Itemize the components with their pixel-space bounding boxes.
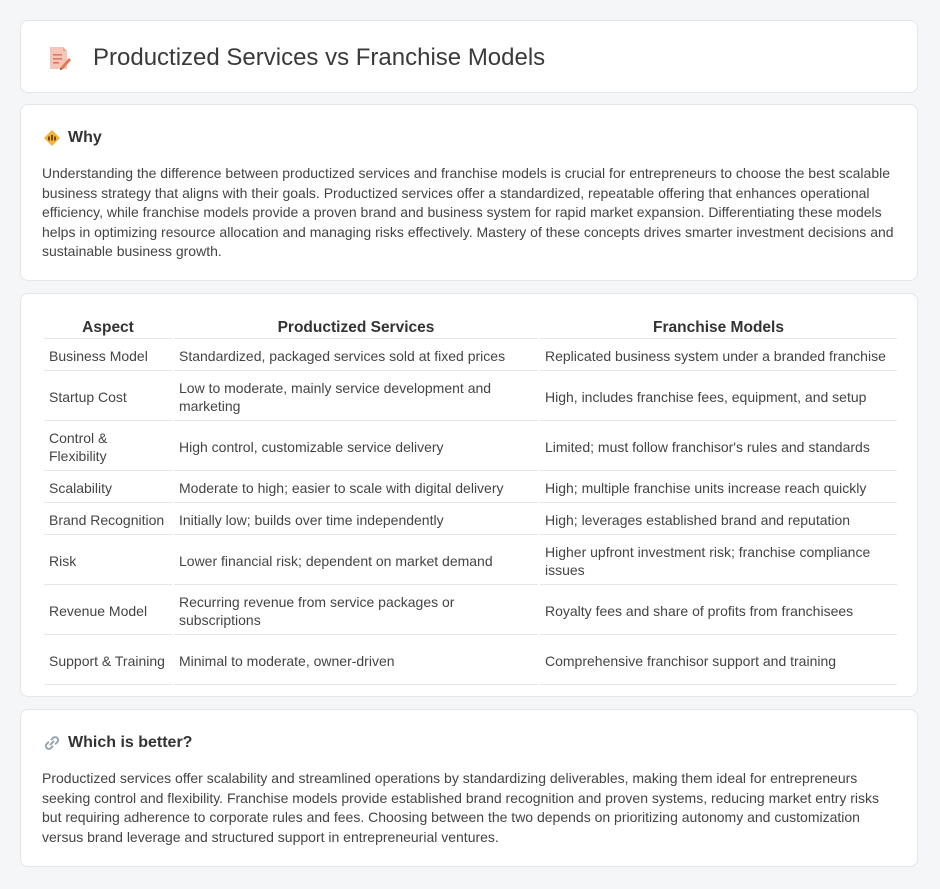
comparison-table — [42, 314, 899, 687]
table-row — [44, 587, 897, 635]
aspect-cell: Brand Recognition — [44, 505, 172, 535]
franchise-cell: Comprehensive franchisor support and training — [540, 637, 897, 685]
productized-cell: Low to moderate, mainly service development and marketing — [174, 373, 538, 421]
why-heading-row — [43, 128, 102, 148]
column-header-franchise: Franchise Models — [540, 316, 897, 339]
franchise-cell: Limited; must follow franchisor's rules and standards — [540, 423, 897, 471]
aspect-cell: Support & Training — [44, 637, 172, 685]
table-row — [44, 505, 897, 535]
header-card — [20, 20, 918, 93]
table-header-row — [44, 316, 897, 339]
why-card — [20, 104, 918, 281]
productized-cell: Minimal to moderate, owner-driven — [174, 637, 538, 685]
franchise-cell: Replicated business system under a branded franchise — [540, 341, 897, 371]
better-text: Productized services offer scalability and streamlined operations by standardizing deliverables, making them ideal for entrepreneurs seeking control and flexibility. Franchise models provide established brand recognition and proven systems, reducing market entry risks but requiring adherence to corporate rules and fees. Choosing between the two depends on prioritizing autonomy and customization versus brand leverage and structured support in entrepreneurial ventures. — [42, 770, 880, 845]
table-row — [44, 537, 897, 585]
franchise-cell: High, includes franchise fees, equipment, and setup — [540, 373, 897, 421]
why-text: Understanding the difference between productized services and franchise models is crucial for entrepreneurs to choose the best scalable business strategy that aligns with their goals. Productized services offer a standardized, repeatable offering that enhances operational efficiency, while franchise models provide a proven brand and business system for rapid market expansion. Differentiating these models helps in optimizing resource allocation and managing risks effectively. Mastery of these concepts drives smarter investment decisions and sustainable business growth. — [42, 165, 894, 260]
productized-cell: Lower financial risk; dependent on market demand — [174, 537, 538, 585]
aspect-cell: Startup Cost — [44, 373, 172, 421]
productized-cell: Initially low; builds over time independently — [174, 505, 538, 535]
link-icon — [43, 734, 61, 752]
road-sign-icon — [43, 129, 61, 147]
aspect-cell: Business Model — [44, 341, 172, 371]
table-row — [44, 423, 897, 471]
why-heading: Why — [68, 129, 102, 146]
title-row — [47, 43, 545, 73]
productized-cell: High control, customizable service delivery — [174, 423, 538, 471]
table-row — [44, 341, 897, 371]
productized-cell: Standardized, packaged services sold at fixed prices — [174, 341, 538, 371]
page-title: Productized Services vs Franchise Models — [93, 44, 546, 71]
table-row — [44, 473, 897, 503]
franchise-cell: Higher upfront investment risk; franchise compliance issues — [540, 537, 897, 585]
productized-cell: Recurring revenue from service packages or subscriptions — [174, 587, 538, 635]
franchise-cell: Royalty fees and share of profits from franchisees — [540, 587, 897, 635]
comparison-card — [20, 293, 918, 697]
productized-cell: Moderate to high; easier to scale with digital delivery — [174, 473, 538, 503]
better-heading-row — [43, 733, 192, 753]
better-heading: Which is better? — [68, 734, 193, 751]
franchise-cell: High; leverages established brand and reputation — [540, 505, 897, 535]
aspect-cell: Revenue Model — [44, 587, 172, 635]
column-header-aspect: Aspect — [44, 316, 172, 339]
column-header-productized: Productized Services — [174, 316, 538, 339]
franchise-cell: High; multiple franchise units increase reach quickly — [540, 473, 897, 503]
document-pen-icon — [47, 45, 71, 71]
aspect-cell: Risk — [44, 537, 172, 585]
better-card — [20, 709, 918, 867]
aspect-cell: Control & Flexibility — [44, 423, 172, 471]
aspect-cell: Scalability — [44, 473, 172, 503]
table-row — [44, 373, 897, 421]
table-row — [44, 637, 897, 685]
